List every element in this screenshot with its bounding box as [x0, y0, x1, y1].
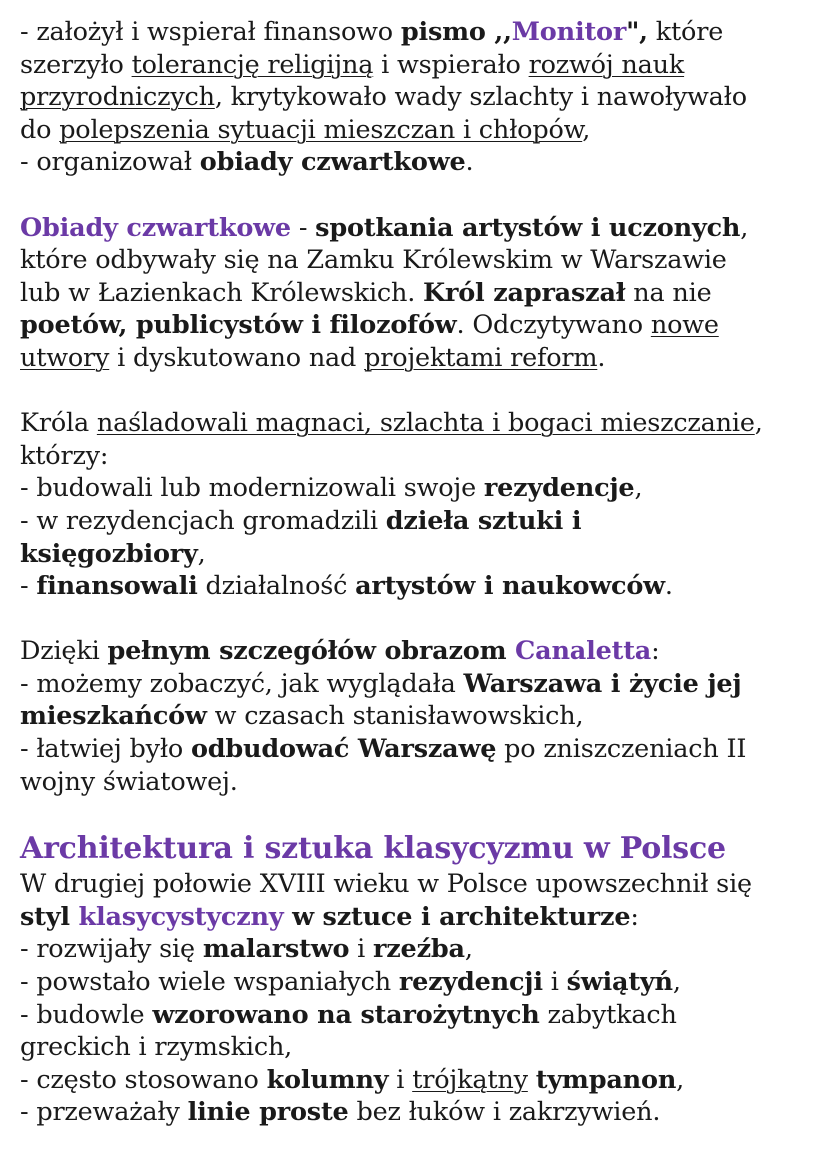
- text-line: [20, 81, 816, 114]
- section-heading: Architektura i sztuka klasycyzmu w Polsce: [20, 831, 726, 867]
- paragraph-monitor: [20, 16, 816, 179]
- text-segment: - często stosowano: [20, 1064, 267, 1095]
- text-line: które odbywały się na Zamku Królewskim w Warszawie: [20, 245, 727, 276]
- paragraph-spacer: [20, 375, 816, 408]
- text-line: [20, 538, 816, 571]
- bold-term: Warszawa i życie jej: [463, 668, 742, 699]
- bold-term: rezydencje: [483, 473, 635, 504]
- text-segment: i: [388, 1064, 413, 1095]
- underlined-term: rozwój nauk: [528, 49, 685, 80]
- text-segment: - powstało wiele wspaniałych: [20, 967, 399, 998]
- text-line: [20, 212, 816, 245]
- highlight-term-klasycystyczny: klasycystyczny: [78, 901, 284, 932]
- bold-term: dzieła sztuki i: [385, 505, 582, 536]
- bold-term: kolumny: [266, 1064, 389, 1095]
- text-segment: i wspierało: [373, 49, 529, 80]
- text-segment: . Odczytywano: [456, 310, 651, 341]
- highlight-term-obiady: Obiady czwartkowe: [20, 212, 291, 243]
- bold-term: linie proste: [187, 1097, 349, 1128]
- text-segment: ,: [740, 212, 749, 243]
- text-line: [20, 146, 816, 179]
- text-line: [20, 472, 816, 505]
- bold-term: w sztuce i architekturze: [283, 901, 631, 932]
- text-line: [20, 570, 816, 603]
- underlined-term: nowe: [650, 310, 719, 341]
- text-segment: do: [20, 114, 60, 145]
- text-segment: po zniszczeniach II: [496, 734, 747, 765]
- paragraph-spacer: [20, 179, 816, 212]
- text-line: [20, 16, 816, 49]
- text-segment: - budowle: [20, 999, 153, 1030]
- text-segment: ,: [582, 114, 591, 145]
- text-segment: ,: [197, 538, 206, 569]
- underlined-term: trójkątny: [412, 1064, 528, 1095]
- text-line: [20, 966, 816, 999]
- text-segment: - założył i wspierał finansowo: [20, 17, 401, 47]
- text-segment: - budowali lub modernizowali swoje: [20, 473, 484, 504]
- text-line: [20, 49, 816, 82]
- bold-term: Król zapraszał: [423, 277, 626, 308]
- text-segment: :: [630, 901, 639, 932]
- bold-term: finansowali: [36, 571, 198, 602]
- underlined-term: naśladowali magnaci, szlachta i bogaci mieszczanie: [96, 408, 755, 439]
- bold-term: wzorowano na starożytnych: [152, 999, 540, 1030]
- text-segment: zabytkach: [539, 999, 677, 1030]
- text-line: [20, 309, 816, 342]
- text-segment: .: [597, 342, 606, 373]
- underlined-term: polepszenia sytuacji mieszczan i chłopów: [59, 114, 583, 145]
- text-segment: - rozwijały się: [20, 934, 203, 965]
- paragraph-obiady: [20, 212, 816, 375]
- bold-term: księgozbiory: [20, 538, 198, 569]
- text-segment: szerzyło: [20, 49, 132, 80]
- text-segment: ,: [676, 1064, 685, 1095]
- text-line: W drugiej połowie XVIII wieku w Polsce upowszechnił się: [20, 869, 752, 900]
- text-line: [20, 635, 816, 668]
- bold-term: artystów i naukowców: [355, 571, 665, 602]
- highlight-term-monitor: Monitor: [511, 17, 627, 47]
- text-segment: .: [664, 571, 673, 602]
- bold-term: rzeźba: [373, 934, 465, 965]
- text-segment: .: [465, 147, 474, 178]
- underlined-term: tolerancję religijną: [131, 49, 374, 80]
- text-segment: - możemy zobaczyć, jak wyglądała: [20, 668, 464, 699]
- bold-term: spotkania artystów i uczonych: [315, 212, 741, 243]
- text-line: [20, 114, 816, 147]
- text-segment: ,: [754, 408, 763, 439]
- bold-term: odbudować Warszawę: [190, 734, 497, 765]
- text-segment: które: [647, 17, 724, 47]
- text-segment: , krytykowało wady szlachty i nawoływało: [214, 82, 747, 113]
- bold-term: rezydencji: [398, 967, 543, 998]
- paragraph-spacer: [20, 798, 816, 828]
- text-line: [20, 933, 816, 966]
- text-segment: - przeważały: [20, 1097, 188, 1128]
- text-segment: Dzięki: [20, 636, 108, 667]
- paragraph-canaletto: [20, 635, 816, 798]
- text-segment: działalność: [197, 571, 356, 602]
- text-segment: i: [542, 967, 567, 998]
- bold-term: pełnym szczegółów obrazom: [107, 636, 516, 667]
- bold-term: obiady czwartkowe: [199, 147, 466, 178]
- text-segment: i: [349, 934, 374, 965]
- text-line: [20, 901, 816, 934]
- bold-term: ",: [626, 17, 648, 47]
- text-line: [20, 1064, 816, 1097]
- text-line: [20, 505, 816, 538]
- text-segment: [528, 1065, 536, 1095]
- text-segment: :: [651, 636, 660, 667]
- text-segment: ,: [672, 967, 681, 998]
- text-line: [20, 342, 816, 375]
- text-line: [20, 1096, 816, 1129]
- text-segment: -: [290, 212, 316, 243]
- text-segment: bez łuków i zakrzywień.: [348, 1097, 661, 1128]
- text-segment: i dyskutowano nad: [109, 342, 365, 373]
- underlined-term: utwory: [20, 342, 110, 373]
- text-line: greckich i rzymskich,: [20, 1032, 293, 1063]
- bold-term: poetów, publicystów i filozofów: [20, 310, 457, 341]
- bold-term: tympanon: [535, 1064, 677, 1095]
- underlined-term: projektami reform: [364, 342, 598, 373]
- text-line: wojny światowej.: [20, 766, 238, 797]
- bold-term: mieszkańców: [20, 701, 207, 732]
- text-line: [20, 733, 816, 766]
- text-segment: w czasach stanisławowskich,: [206, 701, 584, 732]
- paragraph-klasycyzm: [20, 868, 816, 1129]
- text-segment: na nie: [625, 277, 712, 308]
- text-segment: -: [20, 571, 37, 602]
- text-segment: lub w Łazienkach Królewskich.: [20, 277, 424, 308]
- text-segment: - organizował: [20, 147, 200, 178]
- text-segment: ,: [634, 473, 643, 504]
- text-line: [20, 277, 816, 310]
- paragraph-spacer: [20, 603, 816, 636]
- text-line: [20, 700, 816, 733]
- text-segment: ,: [464, 934, 473, 965]
- underlined-term: przyrodniczych: [20, 82, 215, 113]
- highlight-term-canaletto: Canaletta: [515, 636, 652, 667]
- bold-term: styl: [20, 901, 79, 932]
- paragraph-krol: [20, 407, 816, 603]
- bold-term: pismo ,,: [400, 17, 512, 47]
- bold-term: malarstwo: [202, 934, 350, 965]
- text-line: [20, 999, 816, 1032]
- text-line: [20, 668, 816, 701]
- text-segment: Króla: [20, 408, 97, 439]
- text-line: [20, 407, 816, 440]
- document-page: [20, 16, 816, 1129]
- text-line: którzy:: [20, 440, 109, 471]
- bold-term: świątyń: [566, 967, 673, 998]
- text-segment: - łatwiej było: [20, 734, 191, 765]
- text-segment: - w rezydencjach gromadzili: [20, 505, 386, 536]
